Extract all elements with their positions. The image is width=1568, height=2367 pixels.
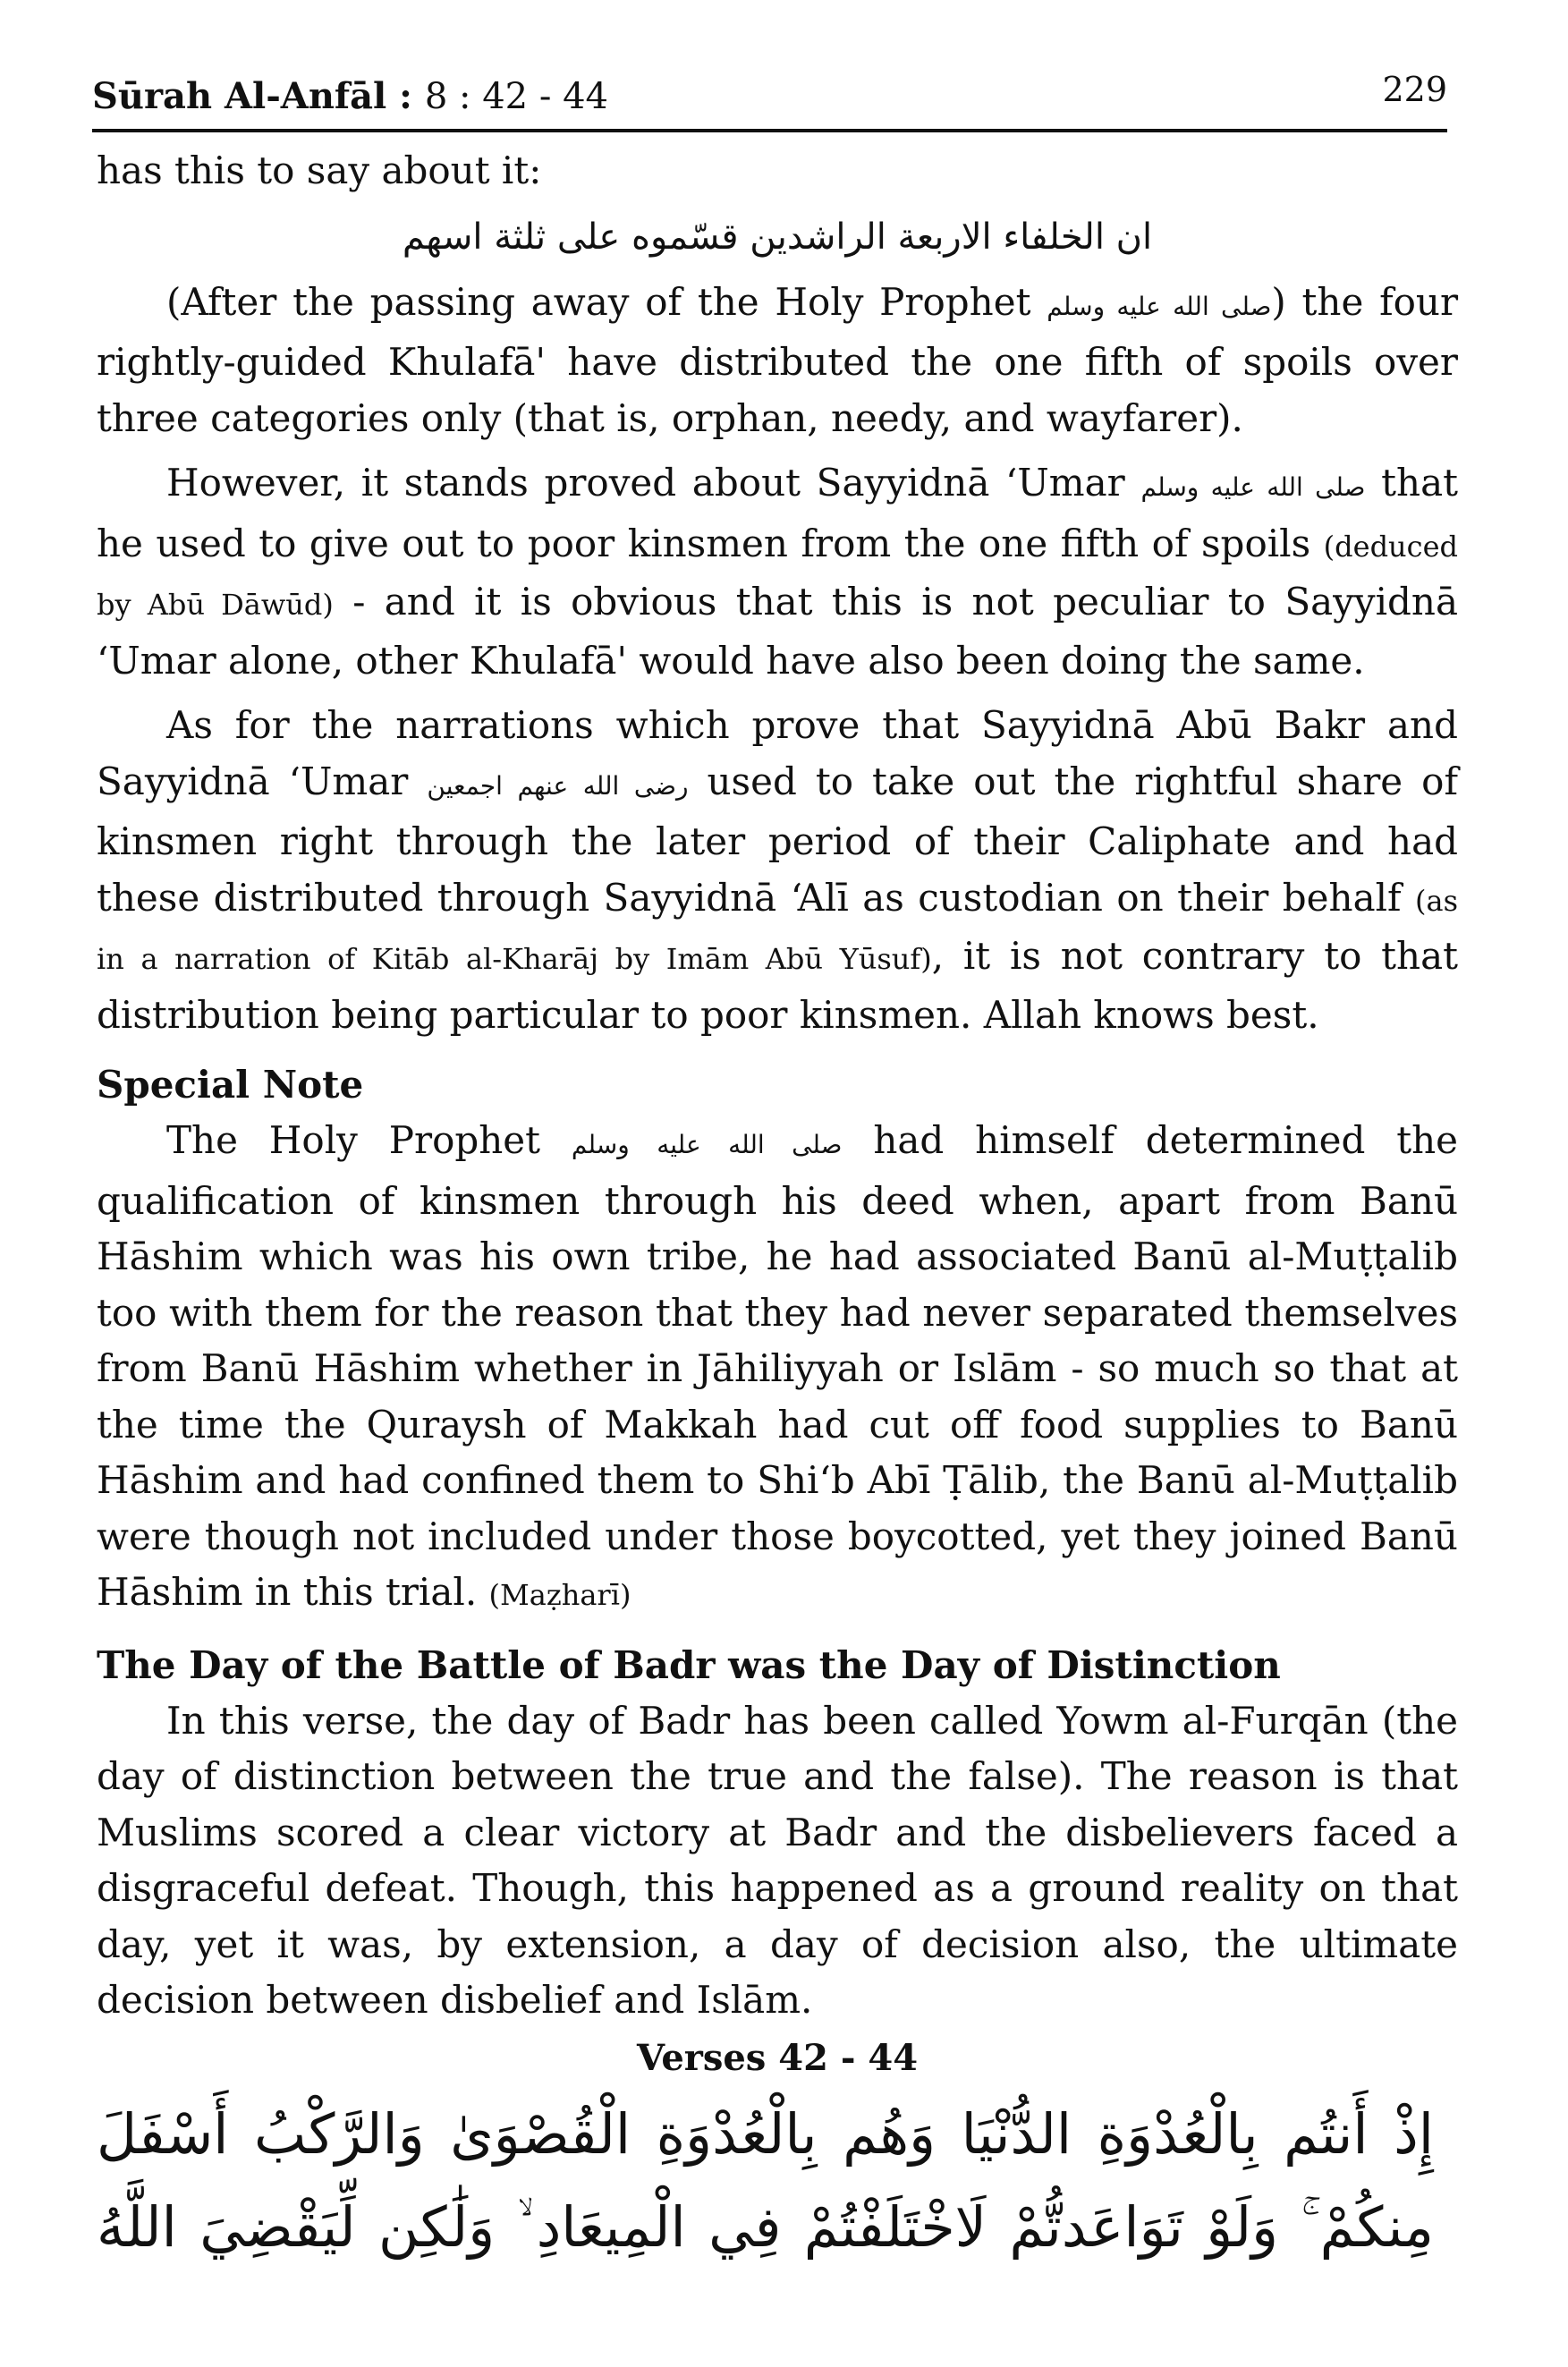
running-header bbox=[92, 70, 1447, 132]
verses-heading: Verses 42 - 44 bbox=[636, 2036, 919, 2079]
section-heading-badr: The Day of the Battle of Badr was the Day of Distinction bbox=[97, 1642, 1281, 1687]
text-segment: , it is not contrary to that distribution being particular to poor kinsmen. Allah knows best. bbox=[97, 934, 1458, 1037]
citation-note: (as in a narration of Kitāb al-Kharāj by Imām Abū Yūsuf) bbox=[97, 883, 1458, 976]
arabic-honorific: رضى الله عنهم اجمعين bbox=[427, 770, 689, 801]
text-segment: (After the passing away of the Holy Prophet bbox=[166, 279, 1047, 324]
arabic-quotation: ان الخلفاء الاربعة الراشدين قسّموه على ثلثة اسهم bbox=[402, 216, 1153, 258]
arabic-honorific: صلى الله عليه وسلم bbox=[1047, 291, 1272, 321]
arabic-honorific: صلى الله عليه وسلم bbox=[1140, 472, 1366, 502]
paragraph-khulafa bbox=[97, 275, 1458, 447]
quran-verse-line-1: إِذْ أَنتُم بِالْعُدْوَةِ الدُّنْيَا وَهُم بِالْعُدْوَةِ الْقُصْوَىٰ وَالرَّكْبُ أَسْفَلَ bbox=[97, 2100, 1434, 2167]
text-segment: The Holy Prophet bbox=[166, 1118, 572, 1162]
text-segment: used to take out the rightful share of kinsmen right through the later period of their Caliphate and had these distributed through Sayyidnā ‘Alī as custodian on their behalf bbox=[97, 759, 1458, 920]
header-title bbox=[92, 75, 608, 117]
quran-verse-line-2: مِنكُمْ ۚ وَلَوْ تَوَاعَدتُّمْ لَاخْتَلَفْتُمْ فِي الْمِيعَادِ ۙ وَلَٰكِن لِّيَقْضِيَ اللَّهُ bbox=[97, 2193, 1434, 2260]
text-segment: that he used to give out to poor kinsmen from the one fifth of spoils bbox=[97, 461, 1458, 565]
paragraph-intro: has this to say about it: bbox=[97, 148, 542, 192]
text-segment: - and it is obvious that this is not peculiar to Sayyidnā ‘Umar alone, other Khulafā' would have also been doing the same. bbox=[97, 580, 1458, 683]
verse-reference: 8 : 42 - 44 bbox=[424, 76, 608, 117]
surah-name: Sūrah Al-Anfāl : bbox=[92, 75, 412, 117]
citation-note: (Maẓharī) bbox=[488, 1578, 631, 1612]
page-body bbox=[97, 143, 1458, 2274]
paragraph-badr: In this verse, the day of Badr has been called Yowm al-Furqān (the day of distinction between the true and the false). The reason is that Muslims scored a clear victory at Badr and the disbelievers faced a disgraceful defeat. Though, this happened as a ground reality on that day, yet it was, by extension, a day of decision also, the ultimate decision between disbelief and Islām. bbox=[97, 1698, 1458, 2022]
paragraph-narrations bbox=[97, 698, 1458, 1043]
citation-note: (deduced by Abū Dāwūd) bbox=[97, 529, 1458, 622]
paragraph-umar bbox=[97, 455, 1458, 689]
arabic-honorific: صلى الله عليه وسلم bbox=[571, 1130, 843, 1159]
text-segment: had himself determined the qualification of kinsmen through his deed when, apart from Banū Hāshim which was his own tribe, he had associated Banū al-Muṭṭalib too with them for the reason that they had never separated themselves from Banū Hāshim whether in Jāhiliyyah or Islām - so much so that at the time the Quraysh of Makkah had cut off food supplies to Banū Hāshim and had confined them to Shi‘b Abī Ṭālib, the Banū al-Muṭṭalib were though not included under those boycotted, yet they joined Banū Hāshim in this trial. bbox=[97, 1118, 1459, 1614]
page-number: 229 bbox=[1382, 70, 1447, 109]
section-heading-special-note: Special Note bbox=[97, 1063, 364, 1107]
text-segment: However, it stands proved about Sayyidnā ‘Umar bbox=[166, 461, 1141, 505]
text-segment: ) the four rightly-guided Khulafā' have distributed the one fifth of spoils over three categories only (that is, orphan, needy, and wayfarer). bbox=[97, 279, 1459, 440]
text-segment: As for the narrations which prove that Sayyidnā Abū Bakr and Sayyidnā ‘Umar bbox=[97, 703, 1458, 803]
paragraph-special-note bbox=[97, 1113, 1458, 1624]
